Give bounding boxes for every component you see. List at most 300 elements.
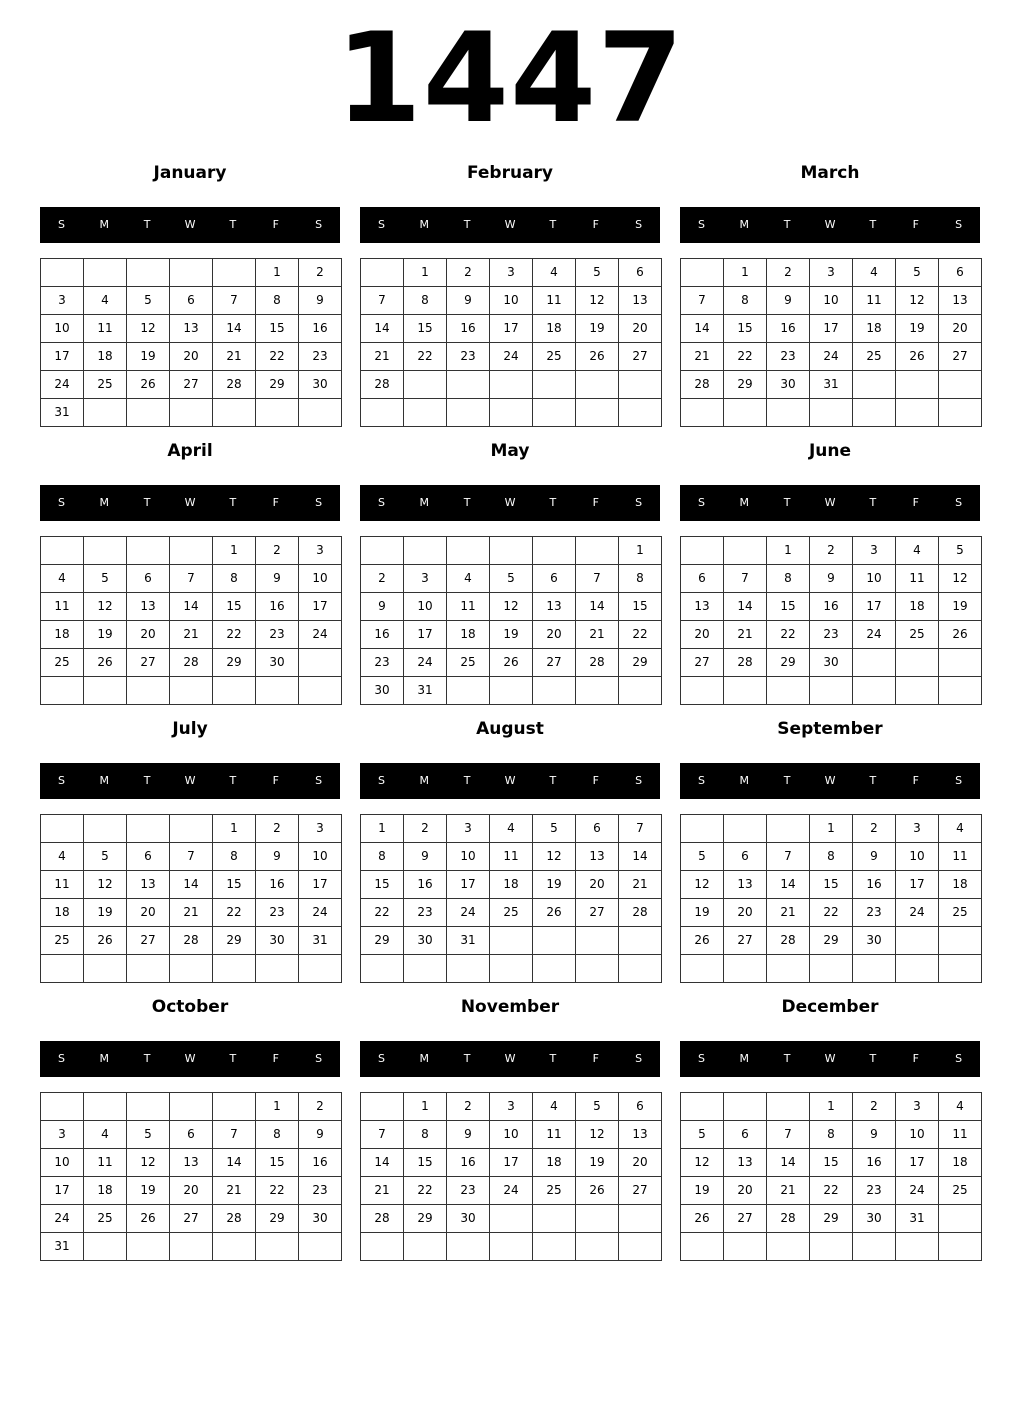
empty-day-cell	[361, 1093, 404, 1121]
day-cell: 3	[447, 815, 490, 843]
empty-day-cell	[447, 399, 490, 427]
day-cell: 4	[84, 287, 127, 315]
empty-day-cell	[361, 1233, 404, 1261]
empty-day-cell	[767, 815, 810, 843]
weekday-label: W	[184, 218, 196, 231]
day-cell: 5	[576, 1093, 619, 1121]
empty-day-cell	[490, 1233, 533, 1261]
day-cell: 9	[256, 843, 299, 871]
day-cell: 15	[724, 315, 767, 343]
weekday-label: W	[504, 496, 516, 509]
week-row	[41, 1233, 342, 1261]
day-cell: 23	[853, 899, 896, 927]
empty-day-cell	[256, 399, 299, 427]
empty-day-cell	[576, 677, 619, 705]
day-cell: 12	[681, 871, 724, 899]
day-cell: 27	[724, 927, 767, 955]
day-cell: 13	[619, 287, 662, 315]
weekday-label: S	[635, 218, 643, 231]
empty-day-cell	[404, 399, 447, 427]
empty-day-cell	[170, 1093, 213, 1121]
day-cell: 24	[404, 649, 447, 677]
day-cell: 29	[767, 649, 810, 677]
day-cell: 28	[576, 649, 619, 677]
day-cell: 13	[576, 843, 619, 871]
day-cell: 3	[41, 1121, 84, 1149]
day-cell: 23	[767, 343, 810, 371]
day-cell: 6	[170, 287, 213, 315]
day-cell: 13	[533, 593, 576, 621]
day-cell: 11	[490, 843, 533, 871]
day-cell: 11	[84, 315, 127, 343]
day-cell: 16	[447, 315, 490, 343]
weekday-label: M	[419, 774, 430, 787]
day-cell: 4	[533, 1093, 576, 1121]
weekday-label: W	[504, 218, 516, 231]
day-cell: 21	[361, 1177, 404, 1205]
weekday-header	[680, 1041, 980, 1077]
empty-day-cell	[619, 371, 662, 399]
week-row	[361, 1121, 662, 1149]
weekday-label: T	[783, 1052, 791, 1065]
month-name: December	[781, 997, 879, 1017]
day-cell: 19	[533, 871, 576, 899]
day-cell: 18	[41, 899, 84, 927]
day-cell: 1	[810, 1093, 853, 1121]
day-cell: 17	[490, 315, 533, 343]
day-cell: 8	[810, 1121, 853, 1149]
empty-day-cell	[681, 955, 724, 983]
day-cell: 26	[939, 621, 982, 649]
day-cell: 27	[576, 899, 619, 927]
week-row	[361, 1205, 662, 1233]
empty-day-cell	[170, 1233, 213, 1261]
weekday-label: F	[272, 774, 279, 787]
week-row	[681, 343, 982, 371]
day-cell: 29	[619, 649, 662, 677]
empty-day-cell	[576, 399, 619, 427]
weekday-label: F	[592, 774, 599, 787]
day-cell: 13	[681, 593, 724, 621]
day-cell: 10	[41, 1149, 84, 1177]
weekday-label: W	[824, 218, 836, 231]
day-cell: 10	[299, 843, 342, 871]
day-cell: 22	[724, 343, 767, 371]
empty-day-cell	[299, 1233, 342, 1261]
weekday-label: W	[184, 1052, 196, 1065]
day-cell: 15	[213, 593, 256, 621]
week-row	[681, 315, 982, 343]
week-row	[681, 399, 982, 427]
day-cell: 7	[576, 565, 619, 593]
day-cell: 2	[447, 259, 490, 287]
week-row	[41, 871, 342, 899]
day-cell: 26	[127, 1205, 170, 1233]
empty-day-cell	[853, 649, 896, 677]
empty-day-cell	[490, 677, 533, 705]
week-row	[361, 593, 662, 621]
empty-day-cell	[170, 815, 213, 843]
day-cell: 30	[256, 649, 299, 677]
empty-day-cell	[619, 1233, 662, 1261]
month-name: July	[172, 719, 208, 739]
day-cell: 30	[447, 1205, 490, 1233]
day-cell: 13	[127, 593, 170, 621]
day-cell: 15	[619, 593, 662, 621]
weekday-label: S	[315, 1052, 323, 1065]
empty-day-cell	[299, 955, 342, 983]
day-cell: 12	[576, 287, 619, 315]
empty-day-cell	[361, 537, 404, 565]
day-cell: 8	[619, 565, 662, 593]
day-cell: 19	[490, 621, 533, 649]
empty-day-cell	[41, 815, 84, 843]
day-grid	[360, 814, 662, 983]
empty-day-cell	[404, 1233, 447, 1261]
day-cell: 31	[404, 677, 447, 705]
day-cell: 21	[681, 343, 724, 371]
day-cell: 3	[404, 565, 447, 593]
day-cell: 3	[299, 537, 342, 565]
empty-day-cell	[404, 371, 447, 399]
week-row	[41, 899, 342, 927]
empty-day-cell	[213, 1093, 256, 1121]
weekday-label: M	[419, 1052, 430, 1065]
day-cell: 29	[724, 371, 767, 399]
week-row	[681, 287, 982, 315]
day-cell: 28	[619, 899, 662, 927]
empty-day-cell	[170, 537, 213, 565]
week-row	[41, 649, 342, 677]
week-row	[361, 1093, 662, 1121]
week-row	[681, 1205, 982, 1233]
day-cell: 24	[853, 621, 896, 649]
empty-day-cell	[490, 1205, 533, 1233]
week-row	[361, 621, 662, 649]
day-cell: 7	[767, 1121, 810, 1149]
weekday-label: T	[549, 496, 557, 509]
weekday-label: S	[697, 1052, 705, 1065]
week-row	[681, 649, 982, 677]
day-cell: 18	[447, 621, 490, 649]
week-row	[41, 593, 342, 621]
week-row	[681, 1121, 982, 1149]
empty-day-cell	[810, 955, 853, 983]
day-cell: 30	[299, 371, 342, 399]
weekday-header	[360, 485, 660, 521]
empty-day-cell	[213, 1233, 256, 1261]
week-row	[41, 343, 342, 371]
weekday-label: T	[869, 218, 877, 231]
day-cell: 9	[767, 287, 810, 315]
day-cell: 10	[853, 565, 896, 593]
day-cell: 8	[256, 287, 299, 315]
day-cell: 23	[447, 1177, 490, 1205]
empty-day-cell	[213, 677, 256, 705]
weekday-label: S	[315, 218, 323, 231]
empty-day-cell	[576, 955, 619, 983]
weekday-label: F	[272, 496, 279, 509]
empty-day-cell	[84, 1093, 127, 1121]
week-row	[41, 1149, 342, 1177]
weekday-label: T	[463, 1052, 471, 1065]
weekday-label: T	[229, 496, 237, 509]
empty-day-cell	[127, 1093, 170, 1121]
day-cell: 11	[853, 287, 896, 315]
weekday-label: W	[504, 1052, 516, 1065]
day-cell: 23	[256, 621, 299, 649]
empty-day-cell	[810, 1233, 853, 1261]
day-cell: 20	[939, 315, 982, 343]
week-row	[361, 649, 662, 677]
week-row	[41, 677, 342, 705]
day-cell: 17	[896, 1149, 939, 1177]
day-cell: 16	[256, 871, 299, 899]
day-cell: 23	[361, 649, 404, 677]
day-cell: 1	[361, 815, 404, 843]
day-cell: 17	[490, 1149, 533, 1177]
day-cell: 30	[810, 649, 853, 677]
weekday-label: M	[739, 496, 750, 509]
empty-day-cell	[84, 259, 127, 287]
day-cell: 5	[681, 1121, 724, 1149]
day-cell: 30	[853, 927, 896, 955]
empty-day-cell	[84, 537, 127, 565]
day-cell: 5	[127, 287, 170, 315]
day-cell: 20	[576, 871, 619, 899]
day-cell: 29	[361, 927, 404, 955]
day-cell: 9	[853, 1121, 896, 1149]
day-cell: 14	[361, 1149, 404, 1177]
day-cell: 8	[404, 1121, 447, 1149]
day-grid	[680, 536, 982, 705]
day-grid	[40, 1092, 342, 1261]
day-cell: 9	[853, 843, 896, 871]
day-cell: 29	[810, 927, 853, 955]
day-cell: 24	[41, 1205, 84, 1233]
day-cell: 13	[724, 871, 767, 899]
day-cell: 22	[767, 621, 810, 649]
week-row	[681, 259, 982, 287]
week-row	[41, 1121, 342, 1149]
day-cell: 25	[84, 371, 127, 399]
day-cell: 16	[447, 1149, 490, 1177]
empty-day-cell	[681, 537, 724, 565]
week-row	[41, 315, 342, 343]
day-cell: 12	[127, 315, 170, 343]
week-row	[41, 843, 342, 871]
empty-day-cell	[939, 955, 982, 983]
day-grid	[40, 536, 342, 705]
day-cell: 26	[533, 899, 576, 927]
day-cell: 21	[767, 1177, 810, 1205]
day-cell: 29	[213, 927, 256, 955]
weekday-label: S	[315, 774, 323, 787]
day-cell: 5	[127, 1121, 170, 1149]
week-row	[681, 371, 982, 399]
empty-day-cell	[361, 955, 404, 983]
day-cell: 12	[576, 1121, 619, 1149]
day-cell: 10	[490, 287, 533, 315]
empty-day-cell	[361, 259, 404, 287]
weekday-header	[360, 207, 660, 243]
week-row	[681, 1149, 982, 1177]
day-cell: 1	[619, 537, 662, 565]
empty-day-cell	[533, 955, 576, 983]
week-row	[361, 565, 662, 593]
day-cell: 28	[767, 1205, 810, 1233]
empty-day-cell	[170, 259, 213, 287]
empty-day-cell	[127, 399, 170, 427]
day-cell: 1	[404, 259, 447, 287]
week-row	[361, 955, 662, 983]
weekday-label: F	[912, 496, 919, 509]
empty-day-cell	[767, 955, 810, 983]
empty-day-cell	[619, 1205, 662, 1233]
day-cell: 8	[810, 843, 853, 871]
day-cell: 3	[490, 259, 533, 287]
weekday-label: S	[377, 1052, 385, 1065]
weekday-label: T	[463, 218, 471, 231]
week-row	[681, 1093, 982, 1121]
weekday-label: W	[184, 774, 196, 787]
day-cell: 25	[41, 927, 84, 955]
day-cell: 25	[490, 899, 533, 927]
day-grid	[360, 258, 662, 427]
day-cell: 18	[533, 315, 576, 343]
day-cell: 1	[404, 1093, 447, 1121]
day-grid	[680, 1092, 982, 1261]
day-cell: 2	[299, 259, 342, 287]
week-row	[41, 621, 342, 649]
day-cell: 10	[810, 287, 853, 315]
empty-day-cell	[724, 677, 767, 705]
empty-day-cell	[41, 259, 84, 287]
week-row	[681, 621, 982, 649]
day-cell: 2	[299, 1093, 342, 1121]
day-cell: 18	[533, 1149, 576, 1177]
weekday-label: M	[419, 218, 430, 231]
day-cell: 27	[619, 343, 662, 371]
day-cell: 26	[84, 649, 127, 677]
day-cell: 18	[939, 1149, 982, 1177]
weekday-header	[680, 763, 980, 799]
month-name: January	[153, 163, 227, 183]
day-cell: 30	[853, 1205, 896, 1233]
day-cell: 21	[767, 899, 810, 927]
day-cell: 12	[681, 1149, 724, 1177]
day-cell: 11	[896, 565, 939, 593]
day-cell: 4	[447, 565, 490, 593]
week-row	[361, 927, 662, 955]
empty-day-cell	[447, 537, 490, 565]
day-cell: 5	[84, 565, 127, 593]
weekday-label: T	[143, 774, 151, 787]
day-cell: 3	[490, 1093, 533, 1121]
empty-day-cell	[619, 927, 662, 955]
day-cell: 6	[576, 815, 619, 843]
day-cell: 20	[724, 1177, 767, 1205]
day-cell: 20	[127, 899, 170, 927]
weekday-label: T	[463, 496, 471, 509]
day-cell: 17	[299, 871, 342, 899]
empty-day-cell	[213, 955, 256, 983]
empty-day-cell	[896, 1233, 939, 1261]
day-cell: 30	[299, 1205, 342, 1233]
empty-day-cell	[533, 677, 576, 705]
weekday-label: S	[955, 1052, 963, 1065]
day-cell: 15	[767, 593, 810, 621]
weekday-label: W	[824, 496, 836, 509]
day-cell: 5	[896, 259, 939, 287]
day-cell: 22	[256, 1177, 299, 1205]
day-cell: 18	[84, 343, 127, 371]
empty-day-cell	[896, 677, 939, 705]
empty-day-cell	[447, 1233, 490, 1261]
week-row	[41, 815, 342, 843]
day-cell: 20	[619, 1149, 662, 1177]
weekday-label: T	[783, 496, 791, 509]
week-row	[681, 927, 982, 955]
day-cell: 27	[127, 649, 170, 677]
day-cell: 3	[896, 815, 939, 843]
weekday-label: T	[869, 1052, 877, 1065]
day-cell: 9	[299, 287, 342, 315]
weekday-label: T	[783, 774, 791, 787]
day-cell: 9	[447, 287, 490, 315]
day-cell: 18	[896, 593, 939, 621]
day-cell: 13	[939, 287, 982, 315]
day-cell: 20	[533, 621, 576, 649]
day-cell: 24	[490, 1177, 533, 1205]
day-cell: 24	[299, 899, 342, 927]
day-cell: 24	[896, 899, 939, 927]
weekday-label: W	[504, 774, 516, 787]
day-grid	[360, 536, 662, 705]
day-cell: 6	[619, 1093, 662, 1121]
day-cell: 8	[404, 287, 447, 315]
day-cell: 23	[299, 1177, 342, 1205]
day-cell: 25	[84, 1205, 127, 1233]
empty-day-cell	[256, 955, 299, 983]
weekday-label: S	[57, 218, 65, 231]
empty-day-cell	[896, 955, 939, 983]
day-cell: 29	[256, 1205, 299, 1233]
day-cell: 1	[256, 1093, 299, 1121]
day-cell: 28	[767, 927, 810, 955]
day-cell: 13	[170, 1149, 213, 1177]
year-title: 1447	[335, 7, 685, 151]
weekday-header	[40, 763, 340, 799]
empty-day-cell	[853, 1233, 896, 1261]
empty-day-cell	[681, 1093, 724, 1121]
day-cell: 7	[170, 843, 213, 871]
week-row	[681, 593, 982, 621]
day-cell: 19	[84, 621, 127, 649]
weekday-label: S	[697, 774, 705, 787]
empty-day-cell	[256, 677, 299, 705]
day-cell: 17	[41, 1177, 84, 1205]
week-row	[41, 259, 342, 287]
day-cell: 7	[170, 565, 213, 593]
day-cell: 6	[619, 259, 662, 287]
day-cell: 14	[767, 1149, 810, 1177]
day-cell: 11	[41, 871, 84, 899]
day-cell: 23	[256, 899, 299, 927]
day-cell: 24	[447, 899, 490, 927]
day-cell: 16	[299, 1149, 342, 1177]
empty-day-cell	[896, 927, 939, 955]
